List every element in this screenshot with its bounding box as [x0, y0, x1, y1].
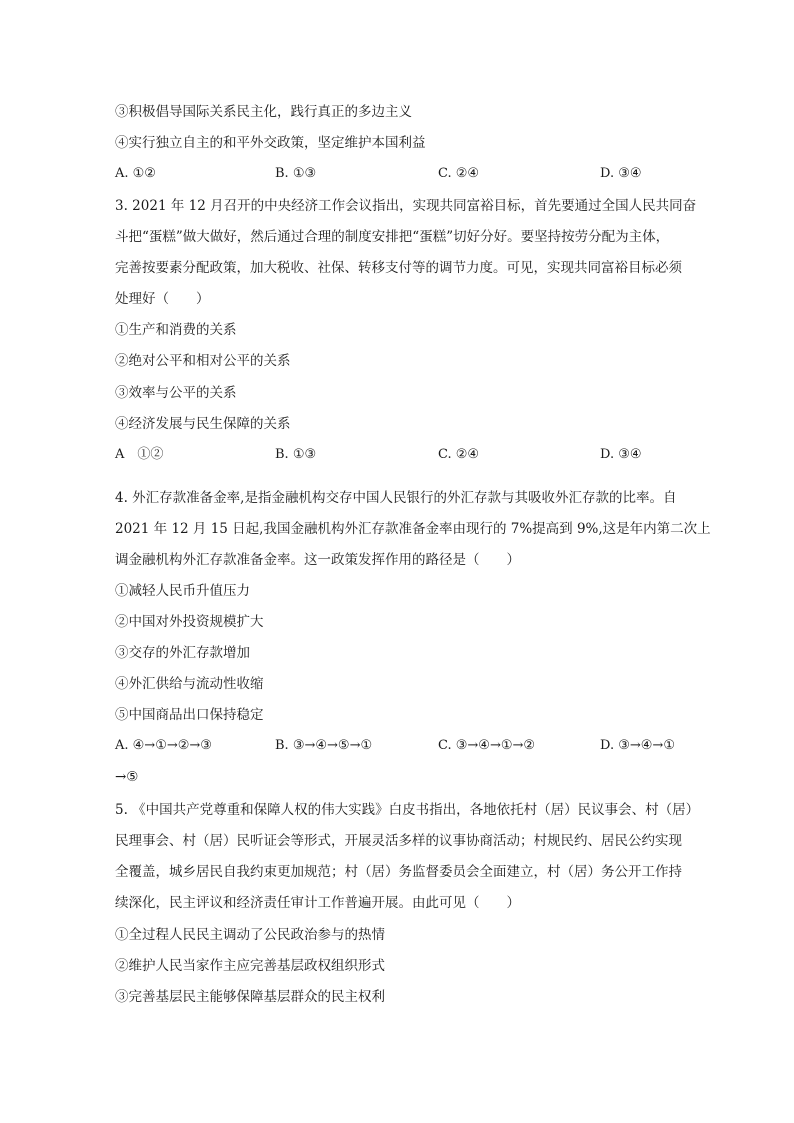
- q5-stem-line-4: 续深化，民主评议和经济责任审计工作普遍开展。由此可见（ ）: [115, 895, 520, 911]
- q3-stem-line-3: 完善按要素分配政策，加大税收、社保、转移支付等的调节力度。可见，实现共同富裕目标必须: [115, 260, 682, 276]
- q4-item-3: ③交存的外汇存款增加: [115, 645, 250, 661]
- q4-option-d-wrap: →⑤: [115, 769, 139, 785]
- q3-option-c[interactable]: C. ②④: [438, 447, 480, 462]
- q4-option-d[interactable]: D. ③→④→①: [600, 738, 675, 753]
- q4-item-5: ⑤中国商品出口保持稳定: [115, 707, 264, 723]
- q3-options: [115, 446, 705, 464]
- q3-option-a[interactable]: A ①②: [115, 447, 164, 462]
- q2-item-4: ④实行独立自主的和平外交政策，坚定维护本国利益: [115, 135, 426, 151]
- q4-option-b[interactable]: B. ③→④→⑤→①: [275, 738, 373, 753]
- q3-option-b[interactable]: B. ①③: [275, 447, 317, 462]
- q2-option-d[interactable]: D. ③④: [600, 166, 642, 181]
- q4-stem-line-2: 2021 年 12 月 15 日起,我国金融机构外汇存款准备金率由现行的 7%提高到 9%,这是年内第二次上: [115, 521, 711, 537]
- q4-option-c[interactable]: C. ③→④→①→②: [438, 738, 536, 753]
- q2-option-a[interactable]: A. ①②: [115, 166, 156, 181]
- q3-item-3: ③效率与公平的关系: [115, 385, 237, 401]
- q4-item-2: ②中国对外投资规模扩大: [115, 614, 264, 630]
- q3-item-1: ①生产和消费的关系: [115, 322, 237, 338]
- q2-item-3: ③积极倡导国际关系民主化，践行真正的多边主义: [115, 104, 412, 120]
- q4-item-4: ④外汇供给与流动性收缩: [115, 676, 264, 692]
- q5-item-2: ②维护人民当家作主应完善基层政权组织形式: [115, 958, 385, 974]
- q4-item-1: ①减轻人民币升值压力: [115, 583, 250, 599]
- q4-option-a[interactable]: A. ④→①→②→③: [115, 738, 212, 753]
- q5-stem-line-3: 全覆盖，城乡居民自我约束更加规范；村（居）务监督委员会全面建立，村（居）务公开工作持: [115, 864, 682, 880]
- q3-stem-line-1: 3. 2021 年 12 月召开的中央经济工作会议指出，实现共同富裕目标，首先要通过全国人民共同奋: [115, 198, 697, 214]
- q5-item-1: ①全过程人民民主调动了公民政治参与的热情: [115, 927, 385, 943]
- q4-options: [115, 737, 705, 755]
- q4-stem-line-3: 调金融机构外汇存款准备金率。这一政策发挥作用的路径是（ ）: [115, 552, 520, 568]
- q3-item-2: ②绝对公平和相对公平的关系: [115, 353, 291, 369]
- q3-stem-line-2: 斗把“蛋糕”做大做好，然后通过合理的制度安排把“蛋糕”切好分好。要坚持按劳分配为主体，: [115, 229, 670, 245]
- q3-stem-line-4: 处理好（ ）: [115, 291, 210, 307]
- q3-option-d[interactable]: D. ③④: [600, 447, 642, 462]
- q2-option-c[interactable]: C. ②④: [438, 166, 480, 181]
- q2-option-b[interactable]: B. ①③: [275, 166, 317, 181]
- q5-item-3: ③完善基层民主能够保障基层群众的民主权利: [115, 989, 385, 1005]
- q5-stem-line-2: 民理事会、村（居）民听证会等形式，开展灵活多样的议事协商活动；村规民约、居民公约实现: [115, 833, 682, 849]
- q5-stem-line-1: 5. 《中国共产党尊重和保障人权的伟大实践》白皮书指出，各地依托村（居）民议事会、村（居）: [115, 802, 700, 818]
- q3-item-4: ④经济发展与民生保障的关系: [115, 416, 291, 432]
- q2-options: [115, 165, 705, 183]
- q4-stem-line-1: 4. 外汇存款准备金率,是指金融机构交存中国人民银行的外汇存款与其吸收外汇存款的比率。自: [115, 490, 677, 506]
